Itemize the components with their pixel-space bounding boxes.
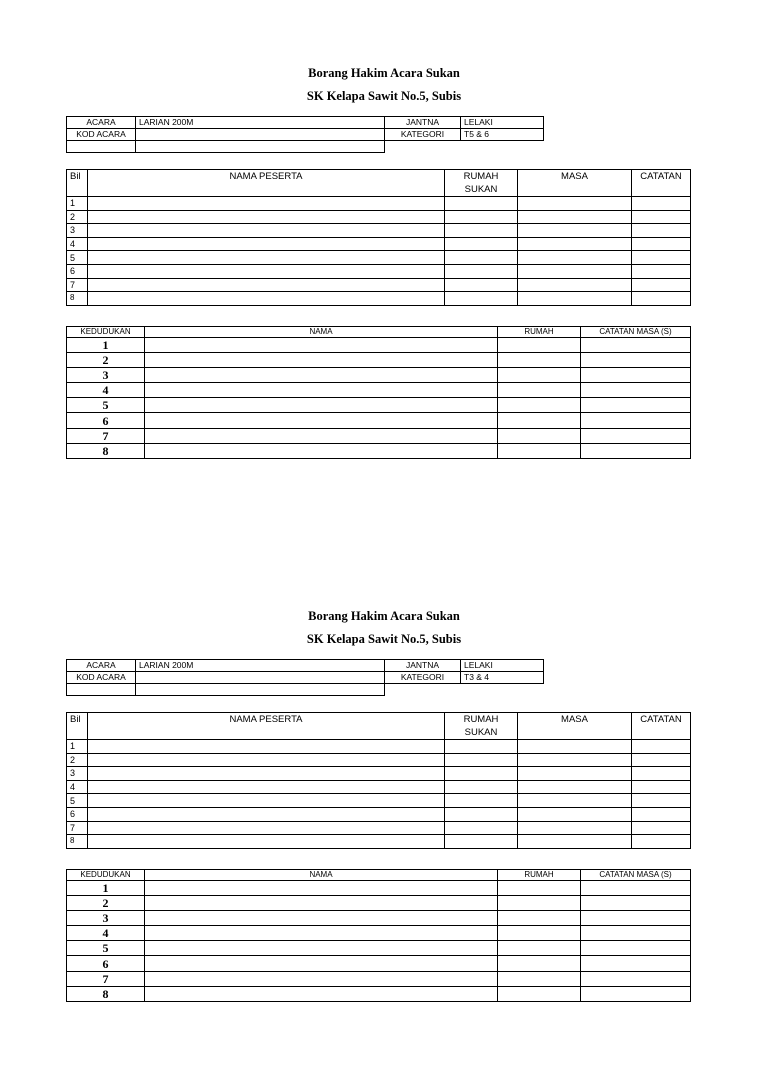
jantna-value: LELAKI xyxy=(461,117,544,129)
nama-peserta-cell xyxy=(88,821,445,835)
rumah-header: RUMAH xyxy=(498,870,581,881)
kategori-label: KATEGORI xyxy=(385,129,461,141)
nama-peserta-cell xyxy=(88,264,445,278)
rumah-cell xyxy=(498,926,581,941)
catatan-masa-cell xyxy=(581,353,691,368)
catatan-cell xyxy=(632,767,691,781)
participant-row xyxy=(67,278,691,292)
catatan-cell xyxy=(632,251,691,265)
nama-peserta-cell xyxy=(88,210,445,224)
rumah-sukan-cell xyxy=(445,767,518,781)
rumah-sukan-cell xyxy=(445,278,518,292)
catatan-masa-cell xyxy=(581,911,691,926)
kedudukan-cell: 1 xyxy=(67,881,145,896)
nama-cell xyxy=(145,986,498,1001)
bil-header: Bil xyxy=(67,713,88,740)
ranking-row xyxy=(67,353,691,368)
catatan-masa-cell xyxy=(581,428,691,443)
ranking-row xyxy=(67,986,691,1001)
catatan-cell xyxy=(632,835,691,849)
nama-cell xyxy=(145,398,498,413)
masa-cell xyxy=(518,753,632,767)
bil-cell: 4 xyxy=(67,237,88,251)
rumah-cell xyxy=(498,941,581,956)
catatan-masa-header: CATATAN MASA (S) xyxy=(581,870,691,881)
bil-cell: 8 xyxy=(67,292,88,306)
acara-value: LARIAN 200M xyxy=(136,660,385,672)
rumah-cell xyxy=(498,896,581,911)
catatan-cell xyxy=(632,740,691,754)
participant-row xyxy=(67,264,691,278)
ranking-row xyxy=(67,443,691,458)
nama-cell xyxy=(145,881,498,896)
kod-acara-value xyxy=(136,129,385,141)
catatan-cell xyxy=(632,210,691,224)
nama-header: NAMA xyxy=(145,870,498,881)
catatan-masa-cell xyxy=(581,338,691,353)
rumah-cell xyxy=(498,956,581,971)
kedudukan-cell: 4 xyxy=(67,926,145,941)
kedudukan-cell: 1 xyxy=(67,338,145,353)
kedudukan-header: KEDUDUKAN xyxy=(67,870,145,881)
rumah-cell xyxy=(498,971,581,986)
catatan-cell xyxy=(632,224,691,238)
jantna-label: JANTNA xyxy=(385,660,461,672)
ranking-row xyxy=(67,911,691,926)
participant-row xyxy=(67,780,691,794)
judge-form-2 xyxy=(0,601,768,1081)
nama-peserta-header: NAMA PESERTA xyxy=(88,170,445,197)
kedudukan-cell: 7 xyxy=(67,428,145,443)
participant-row xyxy=(67,224,691,238)
rumah-sukan-cell xyxy=(445,821,518,835)
rumah-sukan-cell xyxy=(445,264,518,278)
masa-cell xyxy=(518,794,632,808)
bil-cell: 7 xyxy=(67,278,88,292)
rumah-sukan-cell xyxy=(445,753,518,767)
ranking-row xyxy=(67,896,691,911)
nama-peserta-cell xyxy=(88,278,445,292)
rumah-cell xyxy=(498,443,581,458)
ranking-table xyxy=(66,326,691,459)
kedudukan-cell: 5 xyxy=(67,398,145,413)
info-blank-cell xyxy=(136,141,385,153)
rumah-sukan-cell xyxy=(445,251,518,265)
catatan-header: CATATAN xyxy=(632,170,691,197)
bil-cell: 8 xyxy=(67,835,88,849)
kategori-value: T5 & 6 xyxy=(461,129,544,141)
nama-cell xyxy=(145,971,498,986)
nama-peserta-cell xyxy=(88,767,445,781)
participant-row xyxy=(67,821,691,835)
masa-cell xyxy=(518,237,632,251)
catatan-cell xyxy=(632,264,691,278)
nama-cell xyxy=(145,911,498,926)
rumah-sukan-cell xyxy=(445,740,518,754)
catatan-masa-cell xyxy=(581,383,691,398)
masa-cell xyxy=(518,264,632,278)
catatan-masa-cell xyxy=(581,443,691,458)
nama-peserta-cell xyxy=(88,251,445,265)
nama-cell xyxy=(145,956,498,971)
kedudukan-cell: 3 xyxy=(67,368,145,383)
kod-acara-label: KOD ACARA xyxy=(67,672,136,684)
masa-cell xyxy=(518,835,632,849)
rumah-cell xyxy=(498,881,581,896)
nama-peserta-header: NAMA PESERTA xyxy=(88,713,445,740)
ranking-row xyxy=(67,383,691,398)
masa-cell xyxy=(518,210,632,224)
info-empty-space xyxy=(461,141,544,153)
catatan-cell xyxy=(632,807,691,821)
nama-header: NAMA xyxy=(145,327,498,338)
masa-cell xyxy=(518,807,632,821)
bil-cell: 3 xyxy=(67,224,88,238)
bil-cell: 4 xyxy=(67,780,88,794)
masa-cell xyxy=(518,278,632,292)
participant-row xyxy=(67,767,691,781)
participant-row xyxy=(67,794,691,808)
catatan-header: CATATAN xyxy=(632,713,691,740)
kedudukan-cell: 7 xyxy=(67,971,145,986)
catatan-masa-cell xyxy=(581,881,691,896)
bil-cell: 1 xyxy=(67,197,88,211)
form-title: Borang Hakim Acara Sukan xyxy=(308,66,460,80)
catatan-cell xyxy=(632,780,691,794)
participants-table xyxy=(66,169,691,306)
bil-cell: 2 xyxy=(67,753,88,767)
info-empty-space xyxy=(385,684,461,696)
masa-cell xyxy=(518,292,632,306)
nama-cell xyxy=(145,353,498,368)
rumah-sukan-cell xyxy=(445,237,518,251)
masa-cell xyxy=(518,740,632,754)
event-info-table xyxy=(66,116,544,153)
bil-header: Bil xyxy=(67,170,88,197)
info-empty-space xyxy=(461,684,544,696)
acara-value: LARIAN 200M xyxy=(136,117,385,129)
participant-row xyxy=(67,292,691,306)
acara-label: ACARA xyxy=(67,660,136,672)
kedudukan-cell: 3 xyxy=(67,911,145,926)
masa-header: MASA xyxy=(518,170,632,197)
nama-cell xyxy=(145,926,498,941)
nama-peserta-cell xyxy=(88,835,445,849)
ranking-row xyxy=(67,956,691,971)
kedudukan-cell: 8 xyxy=(67,443,145,458)
rumah-sukan-cell xyxy=(445,292,518,306)
catatan-masa-cell xyxy=(581,956,691,971)
jantna-label: JANTNA xyxy=(385,117,461,129)
participants-table xyxy=(66,712,691,849)
participant-row xyxy=(67,740,691,754)
rumah-sukan-cell xyxy=(445,197,518,211)
info-blank-cell xyxy=(67,141,136,153)
rumah-sukan-cell xyxy=(445,224,518,238)
rumah-cell xyxy=(498,986,581,1001)
kategori-label: KATEGORI xyxy=(385,672,461,684)
jantna-value: LELAKI xyxy=(461,660,544,672)
catatan-masa-cell xyxy=(581,971,691,986)
catatan-cell xyxy=(632,278,691,292)
catatan-masa-cell xyxy=(581,368,691,383)
acara-label: ACARA xyxy=(67,117,136,129)
kedudukan-cell: 2 xyxy=(67,896,145,911)
kod-acara-label: KOD ACARA xyxy=(67,129,136,141)
nama-peserta-cell xyxy=(88,237,445,251)
ranking-row xyxy=(67,926,691,941)
ranking-row xyxy=(67,413,691,428)
rumah-cell xyxy=(498,338,581,353)
ranking-row xyxy=(67,398,691,413)
participant-row xyxy=(67,251,691,265)
school-name: SK Kelapa Sawit No.5, Subis xyxy=(306,89,462,103)
nama-cell xyxy=(145,413,498,428)
bil-cell: 5 xyxy=(67,794,88,808)
ranking-row xyxy=(67,941,691,956)
info-blank-cell xyxy=(136,684,385,696)
rumah-cell xyxy=(498,383,581,398)
masa-cell xyxy=(518,251,632,265)
masa-header: MASA xyxy=(518,713,632,740)
kedudukan-cell: 4 xyxy=(67,383,145,398)
catatan-cell xyxy=(632,292,691,306)
event-info-table xyxy=(66,659,544,696)
kategori-value: T3 & 4 xyxy=(461,672,544,684)
rumah-header: RUMAH xyxy=(498,327,581,338)
nama-peserta-cell xyxy=(88,292,445,306)
ranking-row xyxy=(67,368,691,383)
nama-cell xyxy=(145,338,498,353)
masa-cell xyxy=(518,197,632,211)
participant-row xyxy=(67,197,691,211)
ranking-table xyxy=(66,869,691,1002)
catatan-masa-cell xyxy=(581,986,691,1001)
bil-cell: 5 xyxy=(67,251,88,265)
catatan-masa-cell xyxy=(581,941,691,956)
participant-row xyxy=(67,807,691,821)
nama-cell xyxy=(145,941,498,956)
catatan-cell xyxy=(632,197,691,211)
rumah-cell xyxy=(498,353,581,368)
rumah-sukan-cell xyxy=(445,210,518,224)
nama-cell xyxy=(145,368,498,383)
bil-cell: 6 xyxy=(67,264,88,278)
nama-cell xyxy=(145,383,498,398)
nama-cell xyxy=(145,896,498,911)
nama-peserta-cell xyxy=(88,794,445,808)
masa-cell xyxy=(518,821,632,835)
kod-acara-value xyxy=(136,672,385,684)
catatan-masa-cell xyxy=(581,398,691,413)
ranking-row xyxy=(67,881,691,896)
bil-cell: 3 xyxy=(67,767,88,781)
rumah-cell xyxy=(498,413,581,428)
bil-cell: 7 xyxy=(67,821,88,835)
masa-cell xyxy=(518,780,632,794)
bil-cell: 6 xyxy=(67,807,88,821)
participant-row xyxy=(67,835,691,849)
catatan-cell xyxy=(632,753,691,767)
info-blank-cell xyxy=(67,684,136,696)
rumah-cell xyxy=(498,911,581,926)
masa-cell xyxy=(518,767,632,781)
school-name: SK Kelapa Sawit No.5, Subis xyxy=(306,632,462,646)
nama-cell xyxy=(145,443,498,458)
kedudukan-header: KEDUDUKAN xyxy=(67,327,145,338)
participant-row xyxy=(67,753,691,767)
catatan-cell xyxy=(632,794,691,808)
masa-cell xyxy=(518,224,632,238)
kedudukan-cell: 5 xyxy=(67,941,145,956)
catatan-cell xyxy=(632,237,691,251)
nama-peserta-cell xyxy=(88,224,445,238)
kedudukan-cell: 8 xyxy=(67,986,145,1001)
rumah-sukan-cell xyxy=(445,807,518,821)
kedudukan-cell: 2 xyxy=(67,353,145,368)
rumah-sukan-cell xyxy=(445,835,518,849)
catatan-masa-cell xyxy=(581,413,691,428)
ranking-row xyxy=(67,971,691,986)
bil-cell: 2 xyxy=(67,210,88,224)
rumah-cell xyxy=(498,428,581,443)
catatan-masa-header: CATATAN MASA (S) xyxy=(581,327,691,338)
rumah-cell xyxy=(498,368,581,383)
nama-cell xyxy=(145,428,498,443)
rumah-cell xyxy=(498,398,581,413)
catatan-masa-cell xyxy=(581,926,691,941)
rumah-sukan-header: RUMAH SUKAN xyxy=(445,713,518,740)
kedudukan-cell: 6 xyxy=(67,956,145,971)
nama-peserta-cell xyxy=(88,780,445,794)
form-title: Borang Hakim Acara Sukan xyxy=(308,609,460,623)
bil-cell: 1 xyxy=(67,740,88,754)
catatan-cell xyxy=(632,821,691,835)
kedudukan-cell: 6 xyxy=(67,413,145,428)
nama-peserta-cell xyxy=(88,197,445,211)
nama-peserta-cell xyxy=(88,753,445,767)
judge-form-1 xyxy=(0,58,768,538)
nama-peserta-cell xyxy=(88,807,445,821)
ranking-row xyxy=(67,428,691,443)
participant-row xyxy=(67,237,691,251)
catatan-masa-cell xyxy=(581,896,691,911)
rumah-sukan-cell xyxy=(445,794,518,808)
info-empty-space xyxy=(385,141,461,153)
rumah-sukan-header: RUMAH SUKAN xyxy=(445,170,518,197)
nama-peserta-cell xyxy=(88,740,445,754)
ranking-row xyxy=(67,338,691,353)
rumah-sukan-cell xyxy=(445,780,518,794)
participant-row xyxy=(67,210,691,224)
